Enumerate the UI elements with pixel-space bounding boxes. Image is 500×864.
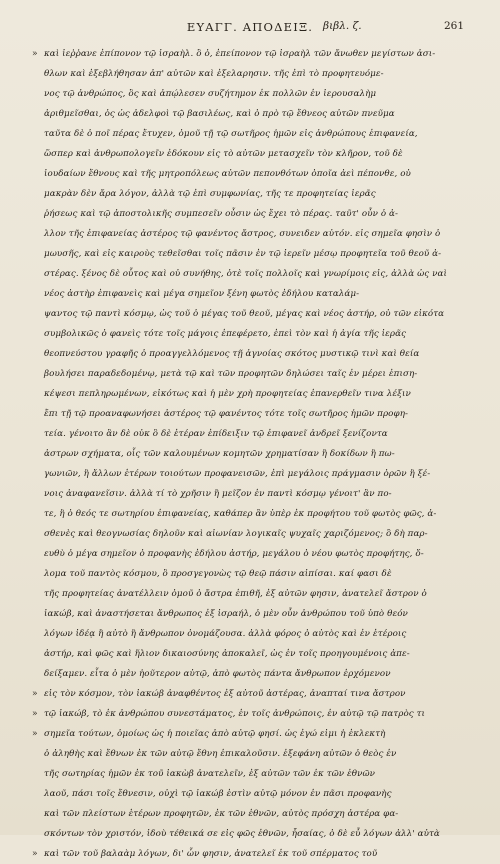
- text-line: [44, 484, 468, 504]
- line-text: καὶ τῶν τοῦ βαλαὰμ λόγων, δι' ὧν φησιν, ἀνατελεῖ ἐκ τοῦ σπέρματος τοῦ: [44, 849, 378, 859]
- line-text: βουλήσει παραδεδομένῳ, μετὰ τῷ καὶ τῶν προφητῶν δηλώσει ταῖς ἐν μέρει ἐπιση-: [44, 369, 418, 379]
- text-line: [44, 304, 468, 324]
- line-text: σημεῖα τούτων, ὁμοίως ὡς ἡ ποιεῖας ἀπὸ αὐτῷ φησί. ὡς ἐγώ εἰμι ἡ ἐκλεκτὴ: [44, 729, 386, 739]
- text-line: [44, 84, 468, 104]
- text-line: [44, 504, 468, 524]
- text-line: [44, 364, 468, 384]
- text-line: [44, 404, 468, 424]
- line-text: σθενὲς καὶ θεογνωσίας δηλοῦν καὶ αἰωνίαν λογικαῖς ψυχαῖς χαριζόμενος; ὃ δὴ παρ-: [44, 529, 428, 539]
- text-line: [32, 844, 468, 864]
- line-text: στέρας. ξένος δὲ οὗτος καὶ οὐ συνήθης, ὁτὲ τοῖς πολλοῖς καὶ γνωρίμοις εἰς, ἀλλὰ ὡς ναὶ: [44, 269, 447, 279]
- line-text: νοις ἀναφανεῖσιν. ἀλλὰ τί τὸ χρῆσιν ἢ μεῖζον ἐν παντὶ κόσμῳ γένοιτ' ἂν πο-: [44, 489, 392, 499]
- text-line: [44, 264, 468, 284]
- text-line: [44, 604, 468, 624]
- quote-mark: »: [32, 689, 38, 699]
- text-line: [44, 184, 468, 204]
- text-line: [44, 564, 468, 584]
- line-text: ῥήσεως καὶ τῷ ἀποστολικῆς συμπεσεῖν οὖσιν ὡς ἔχει τὸ πέρας. ταῦτ' οὖν ὁ ἀ-: [44, 209, 399, 219]
- text-line: [32, 704, 468, 724]
- text-line: [44, 244, 468, 264]
- bottom-margin: [0, 740, 500, 835]
- text-line: [44, 384, 468, 404]
- text-line: [44, 324, 468, 344]
- text-line: [44, 344, 468, 364]
- quote-mark: »: [32, 849, 38, 859]
- text-line: [44, 444, 468, 464]
- line-text: ταῦτα δὲ ὁ ποῖ πέρας ἔτυχεν, ὁμοῦ τῇ τῷ σωτῆρος ἡμῶν εἰς ἀνθρώπους ἐπιφανεία,: [44, 129, 418, 139]
- line-text: τῷ ἰακώβ, τὸ ἐκ ἀνθρώπου συνεστάματος, ἐν τοῖς ἀνθρώποις, ἐν αὐτῷ τῷ πατρὸς τι: [44, 709, 426, 719]
- line-text: νος τῷ ἀνθρώπος, ὃς καὶ ἀπῴλεσεν συζήτημον ἐκ πολλῶν ἐν ἱερουσαλὴμ: [44, 89, 377, 99]
- quote-mark: »: [32, 729, 38, 739]
- line-text: τε, ἢ ὁ θεός τε σωτηρίου ἐπιφανείας, καθάπερ ἂν ὑπὲρ ἐκ προφήτου τοῦ φωτὸς φῶς, ἀ-: [44, 509, 437, 519]
- text-line: [44, 464, 468, 484]
- quote-mark: »: [32, 709, 38, 719]
- text-line: [44, 144, 468, 164]
- line-text: τῆς σωτηρίας ἡμῶν ἐκ τοῦ ἰακὼβ ἀνατελεῖν, ἐξ αὐτῶν τῶν ἐκ τῶν ἐθνῶν: [44, 769, 376, 779]
- line-text: ἔπι τῇ τῷ προαναφωνήσει ἀστέρος τῷ φανέντος τότε τοῖς σωτῆρος ἡμῶν προφη-: [44, 409, 409, 419]
- text-line: [44, 664, 468, 684]
- line-text: τῆς προφητείας ἀνατέλλειν ὁμοῦ ὁ ἄστρα ἐπιθῆ, ἐξ αὐτῶν φησιν, ἀνατελεῖ ἄστρον ὁ: [44, 589, 427, 599]
- text-line: [44, 124, 468, 144]
- line-text: τεία. γένοιτο ἂν δὲ οὐκ ὃ δὲ ἑτέραν ἐπίδειξιν τῷ ἐπιφανεῖ ἀνδρεῖ ξενίζοντα: [44, 429, 388, 439]
- text-line: [44, 164, 468, 184]
- body-text: [32, 44, 468, 859]
- text-line: [44, 624, 468, 644]
- line-text: θλων καὶ ἐξεβλήθησαν ἀπ' αὐτῶν καὶ ἐξελαρησιν. τῆς ἐπὶ τὸ προφητευόμε-: [44, 69, 384, 79]
- line-text: νέος ἀστὴρ ἐπιφανεὶς καὶ μέγα σημεῖον ξένη φωτὸς ἐδήλου καταλάμ-: [44, 289, 360, 299]
- line-text: λομα τοῦ παντὸς κόσμου, ὃ προσγεγονὼς τῷ θεῷ πάσιν αἰπίσαι. καί φασι δὲ: [44, 569, 392, 579]
- line-text: συμβολικῶς ὁ φανεὶς τότε τοῖς μάγοις ἐπεφέρετο, ἐπεὶ τὸν καὶ ἡ ἀγία τῆς ἱερᾶς: [44, 329, 407, 339]
- section-note: βιβλ. ζ.: [323, 20, 362, 32]
- quote-mark: »: [32, 49, 38, 59]
- page-header: [0, 14, 500, 40]
- line-text: ευθὺ ὁ μέγα σημεῖον ὁ προφανὴς ἐδήλου ἀστήρ, μεγάλου ὁ νέου φωτὸς προφήτης, ὅ-: [44, 549, 424, 559]
- line-text: λαοῦ, πάσι τοῖς ἔθνεσιν, οὐχὶ τῷ ἰακώβ ἐστὶν αὐτῷ μόνον ἐν πᾶσι προφανὴς: [44, 789, 392, 799]
- line-text: κέψεσι πεπληρωμένων, εἰκότως καὶ ἡ μὲν χρὴ προφητείας ἐπανερθεῖν τινα λέξιν: [44, 389, 411, 399]
- text-line: [44, 64, 468, 84]
- line-text: ἀστήρ, καὶ φῶς καὶ ἥλιον δικαιοσύνης ἀποκαλεῖ, ὡς ἐν τοῖς προηγουμένοις ἀπε-: [44, 649, 410, 659]
- line-text: λλον τῆς ἐπιφανείας ἀστέρος τῷ φανέντος ἄστρος, συνειδεν αὐτόν. εἰς σημεῖα φησὶν ὁ: [44, 229, 441, 239]
- text-line: [44, 204, 468, 224]
- text-line: [44, 644, 468, 664]
- running-title: ΕΥΑΓΓ. ΑΠΟΔΕΙΞ.: [186, 20, 314, 34]
- line-text: ἰουδαίων ἔθνους καὶ τῆς μητροπόλεως αὐτῶν πεπονθότων ὁποῖα ἀεὶ πέπονθε, οὐ: [44, 169, 411, 179]
- line-text: σκόντων τὸν χριστόν, ἰδοὺ τέθεικά σε εἰς φῶς ἐθνῶν, ἦσαίας, ὁ δὲ εὖ λόγων ἀλλ' αὐτὰ: [44, 829, 440, 839]
- line-text: καὶ τῶν πλείστων ἑτέρων προφητῶν, ἐκ τῶν ἐθνῶν, αὐτὸς πρόσχη ἀστέρα φα-: [44, 809, 399, 819]
- text-line: [44, 524, 468, 544]
- line-text: μακρὰν δὲν ἄρα λόγον, ἀλλὰ τῷ ἐπὶ συμφωνίας, τῆς τε προφητείας ἱερᾶς: [44, 189, 376, 199]
- line-text: ἰακώβ, καὶ ἀναστήσεται ἄνθρωπος ἐξ ἰσραήλ, ὁ μὲν οὖν ἀνθρώπου τοῦ ὑπὸ θεόν: [44, 609, 408, 619]
- text-line: [32, 684, 468, 704]
- line-text: ὁ ἀληθὴς καὶ ἔθνων ἐκ τῶν αὐτῷ ἔθνη ἐπικαλοῦσιν. ἐξεφάνη αὐτῶν ὁ θεὸς ἐν: [44, 749, 397, 759]
- text-line: [44, 584, 468, 604]
- text-line: [44, 104, 468, 124]
- line-text: θεοπνεύστου γραφῆς ὁ προαγγελλόμενος τῇ ἀγνοίας σκότος μυστικῷ τινὶ καὶ θεία: [44, 349, 420, 359]
- text-line: [44, 224, 468, 244]
- page-number: 261: [443, 20, 464, 32]
- text-line: [32, 44, 468, 64]
- text-line: [44, 544, 468, 564]
- line-text: ὥσπερ καὶ ἀνθρωπολογεῖν ἐδόκουν εἰς τὸ αὐτῶν μετασχεῖν τὸν κλῆρον, τοῦ δὲ: [44, 149, 403, 159]
- line-text: καὶ ἰεῤῥανε ἐπίπονον τῷ ἰσραὴλ. ὃ ὀ, ἐπείπονον τῷ ἰσραὴλ τῶν ἄνωθεν μεγίστων ἀσι-: [44, 49, 436, 59]
- line-text: δείξαμεν. εἶτα ὁ μὲν ἠοῦτερον αὐτῷ, ἀπὸ φωτὸς πάντα ἄνθρωπον ἐρχόμενον: [44, 669, 391, 679]
- line-text: μωυσῆς, καὶ εἰς καιροὺς τεθεῖσθαι τοῖς πᾶσιν ἐν τῷ ἱερεῖν μέσῳ προφητεῖα τοῦ θεοῦ ἀ-: [44, 249, 442, 259]
- line-text: ἀριθμεῖσθαι, ὁς ὡς ἀδελφοὶ τῷ βασιλέως, καὶ ὁ πρὸ τῷ ἔθνεος αὐτῶν πνεῦμα: [44, 109, 395, 119]
- line-text: λόγων ἰδέᾳ ἢ αὐτὸ ἢ ἄνθρωπον ὀνομάζουσα. ἀλλὰ φόρος ὁ αὐτὸς καὶ ἐν ἑτέροις: [44, 629, 407, 639]
- line-text: γωνιῶν, ἢ ἄλλων ἑτέρων τοιούτων προφανεισῶν, ἐπὶ μεγάλοις πράγμασιν ὁρῶν ἢ ξέ-: [44, 469, 431, 479]
- line-text: ἀστρων σχήματα, οἷς τῶν καλουμένων κομητῶν χρηματίσαν ἢ δοκίδων ἢ πω-: [44, 449, 395, 459]
- line-text: ψαντος τῷ παντὶ κόσμῳ, ὡς τοῦ ὁ μέγας τοῦ θεοῦ, μέγας καὶ νέος ἀστήρ, οὐ τῶν εἰκότα: [44, 309, 445, 319]
- text-line: [44, 424, 468, 444]
- line-text: εἰς τὸν κόσμον, τὸν ἰακώβ ἀναφθέντος ἐξ αὐτοῦ ἀστέρας, ἀναπταί τινα ἄστρον: [44, 689, 406, 699]
- text-line: [44, 284, 468, 304]
